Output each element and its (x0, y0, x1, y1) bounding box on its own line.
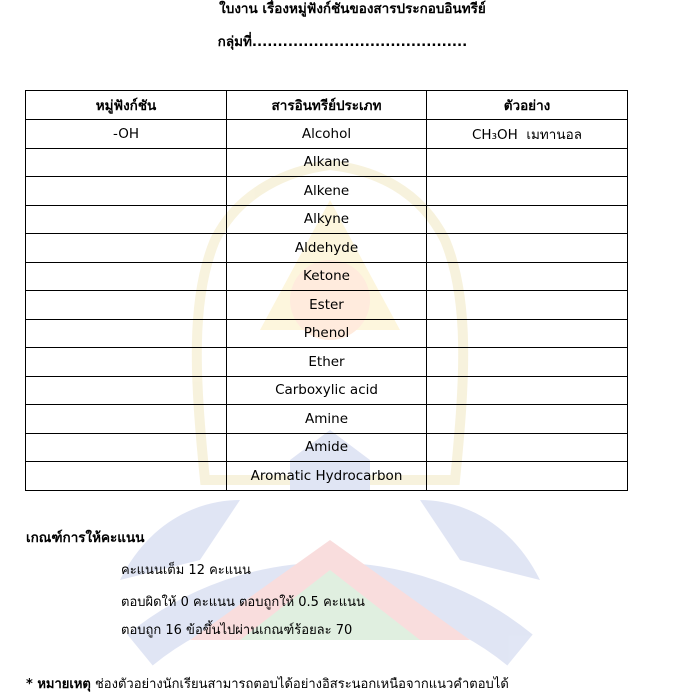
organic-type-cell: Carboxylic acid (227, 376, 427, 405)
organic-type-cell: Alkyne (227, 205, 427, 234)
example-cell[interactable] (427, 120, 628, 149)
criteria-line: ตอบผิดให้ 0 คะแนน ตอบถูกให้ 0.5 คะแนน (121, 595, 365, 610)
organic-type-cell: Phenol (227, 319, 427, 348)
worksheet-title: ใบงาน เรื่องหมู่ฟังก์ชันของสารประกอบอินทรีย์ (219, 1, 486, 17)
example-cell[interactable] (427, 234, 628, 263)
table-row (26, 262, 628, 291)
example-cell[interactable] (427, 319, 628, 348)
header-organic-type: สารอินทรีย์ประเภท (227, 91, 427, 120)
organic-type-cell: Aromatic Hydrocarbon (227, 462, 427, 491)
functional-group-cell[interactable] (26, 262, 227, 291)
functional-group-table (25, 90, 628, 491)
table-row (26, 205, 628, 234)
note-text: ช่องตัวอย่างนักเรียนสามารถตอบได้อย่างอิสระนอกเหนือจากแนวคำตอบได้ (90, 677, 509, 692)
example-cell[interactable] (427, 205, 628, 234)
header-example: ตัวอย่าง (427, 91, 628, 120)
organic-type-cell: Amide (227, 433, 427, 462)
functional-group-cell[interactable] (26, 234, 227, 263)
example-cell[interactable] (427, 462, 628, 491)
example-cell[interactable] (427, 262, 628, 291)
scoring-criteria-title: เกณฑ์การให้คะแนน (26, 530, 145, 546)
table-row (26, 405, 628, 434)
group-number-line: กลุ่มที่.......................................... (217, 34, 468, 50)
functional-group-cell[interactable] (26, 177, 227, 206)
table-row (26, 319, 628, 348)
organic-type-cell: Ester (227, 291, 427, 320)
example-cell[interactable] (427, 291, 628, 320)
functional-group-cell[interactable] (26, 433, 227, 462)
table-header-row (26, 91, 628, 120)
table-row (26, 148, 628, 177)
table-row (26, 376, 628, 405)
organic-type-cell: Ether (227, 348, 427, 377)
example-cell[interactable] (427, 376, 628, 405)
example-formula: CH₃OH (472, 126, 518, 143)
example-cell[interactable] (427, 433, 628, 462)
criteria-line: คะแนนเต็ม 12 คะแนน (121, 563, 251, 578)
organic-type-cell: Alcohol (227, 120, 427, 149)
note-label: * หมายเหตุ (26, 677, 91, 692)
table-row (26, 433, 628, 462)
table-row (26, 234, 628, 263)
table-row (26, 462, 628, 491)
functional-group-cell[interactable] (26, 291, 227, 320)
functional-group-cell[interactable] (26, 405, 227, 434)
functional-group-cell[interactable] (26, 462, 227, 491)
example-name: เมทานอล (526, 126, 582, 143)
table-row (26, 348, 628, 377)
functional-group-cell[interactable] (26, 376, 227, 405)
example-cell[interactable] (427, 148, 628, 177)
functional-group-cell[interactable] (26, 319, 227, 348)
organic-type-cell: Alkane (227, 148, 427, 177)
table-row (26, 291, 628, 320)
functional-group-cell[interactable] (26, 348, 227, 377)
table-row (26, 120, 628, 149)
example-cell[interactable] (427, 405, 628, 434)
table-row (26, 177, 628, 206)
functional-group-cell[interactable]: -OH (26, 120, 227, 149)
example-cell[interactable] (427, 348, 628, 377)
organic-type-cell: Ketone (227, 262, 427, 291)
organic-type-cell: Alkene (227, 177, 427, 206)
example-cell[interactable] (427, 177, 628, 206)
organic-type-cell: Amine (227, 405, 427, 434)
functional-group-cell[interactable] (26, 148, 227, 177)
functional-group-cell[interactable] (26, 205, 227, 234)
organic-type-cell: Aldehyde (227, 234, 427, 263)
header-functional-group: หมู่ฟังก์ชัน (26, 91, 227, 120)
note (26, 673, 509, 694)
criteria-line: ตอบถูก 16 ข้อขึ้นไปผ่านเกณฑ์ร้อยละ 70 (121, 623, 353, 638)
